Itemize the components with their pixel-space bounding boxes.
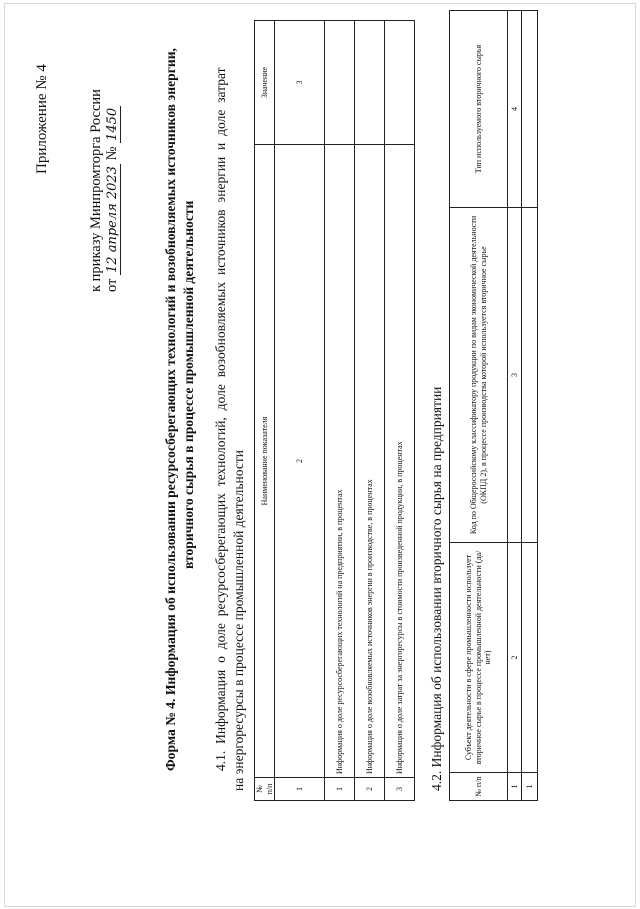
order-prefix: от <box>104 278 120 292</box>
indicator-name-cell: Информация о доле ресурсосберегающих технологий на предприятии, в процентах <box>325 145 355 778</box>
table-secondary-raw-materials <box>449 10 538 801</box>
row-number-cell: 1 <box>325 778 355 801</box>
appendix-title: Приложение № 4 <box>34 64 50 174</box>
section-4-1-title: 4.1. Информация о доле ресурсосберегающих технологий, доле возобновляемых источников энергии и доле затрат <box>213 67 228 771</box>
table-header-row <box>255 21 275 801</box>
header-cell-name: Наименование показателя <box>255 145 275 778</box>
table-column-numbers-row <box>275 21 325 801</box>
column-number-cell: 1 <box>275 778 325 801</box>
order-date-line <box>104 106 121 292</box>
section-4-1-title-cont: на энергоресурсы в процессе промышленной деятельности <box>231 450 246 791</box>
column-number-cell: 3 <box>508 208 522 543</box>
table-header-row <box>450 11 508 801</box>
header-cell-uses-secondary: Субъект деятельности в сфере промышленности использует вторичное сырье в процессе промышленной деятельности (да/нет) <box>450 543 508 773</box>
form-title-line-2: вторичного сырья в процессе промышленной деятельности <box>181 200 196 569</box>
row-number-cell: 2 <box>355 778 385 801</box>
form-title-line-1: Форма № 4. Информация об использовании ресурсосберегающих технологий и возобновляемых источников энергии, <box>163 48 178 771</box>
table-row <box>355 21 385 801</box>
row-number-cell: 3 <box>385 778 415 801</box>
header-cell-number: № п/п <box>255 778 275 801</box>
table-row <box>385 21 415 801</box>
indicator-name-cell: Информация о доле затрат за энергоресурсы в стоимости произведенной продукции, в процентах <box>385 145 415 778</box>
okpd2-code-cell[interactable] <box>522 208 538 543</box>
table-row <box>325 21 355 801</box>
table-row <box>522 11 538 801</box>
raw-material-type-cell[interactable] <box>522 11 538 208</box>
column-number-cell: 3 <box>275 21 325 145</box>
order-date-handwritten: 12 апреля 2023 <box>105 166 120 273</box>
order-number-handwritten: 1450 <box>105 107 120 141</box>
order-number-label: № <box>104 146 120 161</box>
uses-secondary-cell[interactable] <box>522 543 538 773</box>
section-4-2-title: 4.2. Информация об использовании вторичного сырья на предприятии <box>429 386 444 791</box>
indicator-value-cell[interactable] <box>355 21 385 145</box>
order-reference: к приказу Минпромторга России <box>88 89 104 292</box>
column-number-cell: 4 <box>508 11 522 208</box>
header-cell-number: № п/п <box>450 773 508 801</box>
column-number-cell: 2 <box>275 145 325 778</box>
table-resource-saving <box>254 20 415 801</box>
indicator-value-cell[interactable] <box>385 21 415 145</box>
row-number-cell: 1 <box>522 773 538 801</box>
indicator-name-cell: Информация о доле возобновляемых источников энергии в производстве, в процентах <box>355 145 385 778</box>
header-cell-raw-material-type: Тип используемого вторичного сырья <box>450 11 508 208</box>
indicator-value-cell[interactable] <box>325 21 355 145</box>
table-column-numbers-row <box>508 11 522 801</box>
column-number-cell: 2 <box>508 543 522 773</box>
header-cell-value: Значение <box>255 21 275 145</box>
column-number-cell: 1 <box>508 773 522 801</box>
header-cell-okpd2-code: Код по Общероссийскому классификатору продукции по видам экономической деятельности (ОКПД 2), в процессе производства которой используется вторичное сырье <box>450 208 508 543</box>
